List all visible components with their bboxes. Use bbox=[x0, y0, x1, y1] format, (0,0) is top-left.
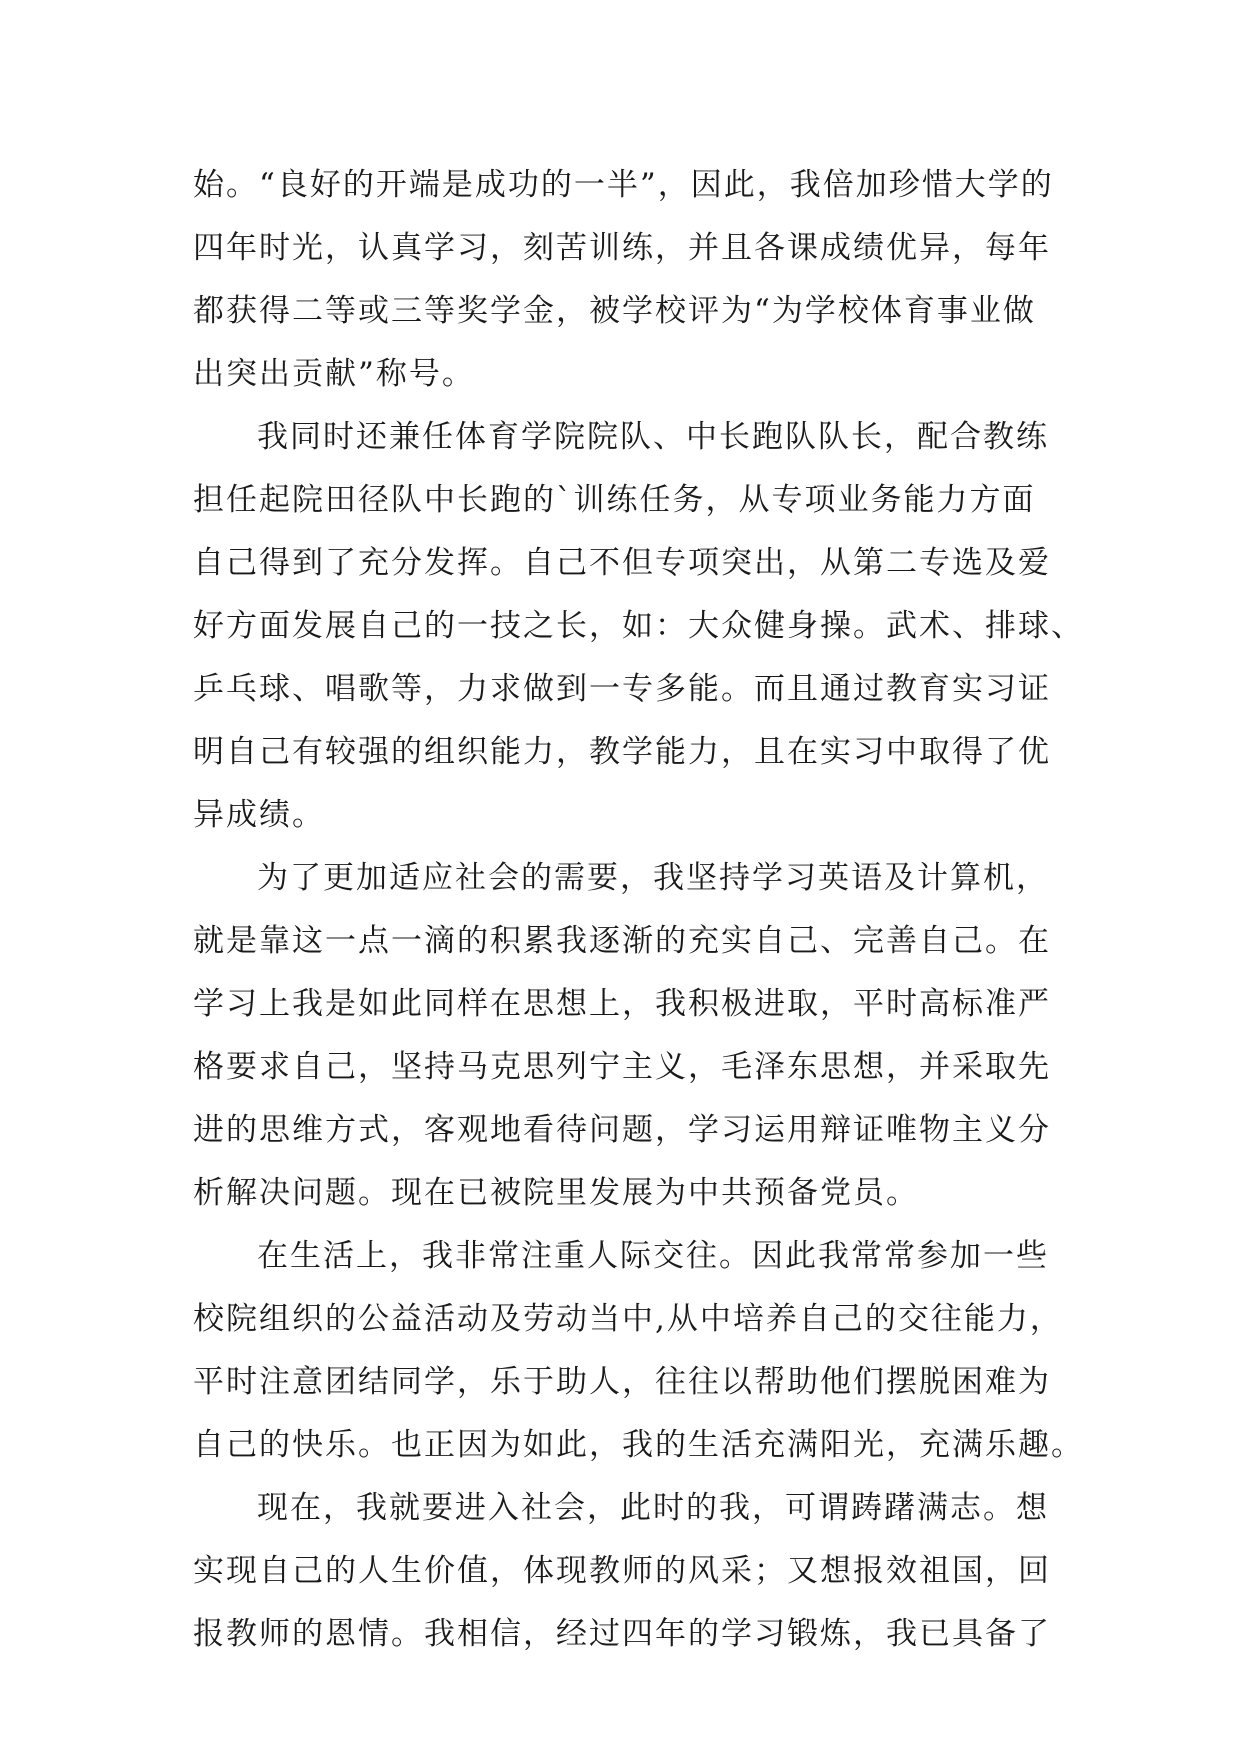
text-line: 格要求自己，坚持马克思列宁主义，毛泽东思想，并采取先 bbox=[193, 1049, 1051, 1085]
text-line: 析解决问题。现在已被院里发展为中共预备党员。 bbox=[193, 1175, 919, 1211]
text-line: 我同时还兼任体育学院院队、中长跑队队长，配合教练 bbox=[257, 419, 1049, 455]
text-line: 明自己有较强的组织能力，教学能力，且在实习中取得了优 bbox=[193, 734, 1051, 770]
text-line: 自己的快乐。也正因为如此，我的生活充满阳光，充满乐趣。 bbox=[193, 1427, 1084, 1463]
text-line: 平时注意团结同学，乐于助人，往往以帮助他们摆脱困难为 bbox=[193, 1364, 1051, 1400]
text-line: 就是靠这一点一滴的积累我逐渐的充实自己、完善自己。在 bbox=[193, 923, 1051, 959]
paragraph bbox=[193, 1477, 1053, 1666]
text-line: 乒乓球、唱歌等，力求做到一专多能。而且通过教育实习证 bbox=[193, 671, 1051, 707]
text-line: 学习上我是如此同样在思想上，我积极进取，平时高标准严 bbox=[193, 986, 1051, 1022]
text-line: 好方面发展自己的一技之长，如：大众健身操。武术、排球、 bbox=[193, 608, 1084, 644]
text-line: 自己得到了充分发挥。自己不但专项突出，从第二专选及爱 bbox=[193, 545, 1051, 581]
text-line: 为了更加适应社会的需要，我坚持学习英语及计算机， bbox=[257, 860, 1049, 896]
paragraph bbox=[193, 406, 1084, 847]
text-line: 四年时光，认真学习，刻苦训练，并且各课成绩优异，每年 bbox=[193, 230, 1051, 266]
text-line: 始。“良好的开端是成功的一半”，因此，我倍加珍惜大学的 bbox=[193, 167, 1054, 203]
text-line: 进的思维方式，客观地看待问题，学习运用辩证唯物主义分 bbox=[193, 1112, 1051, 1148]
text-line: 担任起院田径队中长跑的`训练任务，从专项业务能力方面 bbox=[193, 482, 1036, 518]
text-line: 在生活上，我非常注重人际交往。因此我常常参加一些 bbox=[257, 1238, 1049, 1274]
text-line: 实现自己的人生价值，体现教师的风采；又想报效祖国，回 bbox=[193, 1553, 1051, 1589]
paragraph bbox=[193, 847, 1053, 1225]
text-line: 现在，我就要进入社会，此时的我，可谓踌躇满志。想 bbox=[257, 1490, 1049, 1526]
text-line: 异成绩。 bbox=[193, 797, 325, 833]
text-line: 报教师的恩情。我相信，经过四年的学习锻炼，我已具备了 bbox=[193, 1616, 1051, 1652]
paragraph bbox=[193, 154, 1053, 406]
paragraph bbox=[193, 1225, 1084, 1477]
text-line: 都获得二等或三等奖学金，被学校评为“为学校体育事业做 bbox=[193, 293, 1036, 329]
text-line: 校院组织的公益活动及劳动当中,从中培养自己的交往能力， bbox=[193, 1301, 1063, 1337]
document-body bbox=[193, 154, 1084, 1666]
text-line: 出突出贡献”称号。 bbox=[193, 356, 475, 392]
